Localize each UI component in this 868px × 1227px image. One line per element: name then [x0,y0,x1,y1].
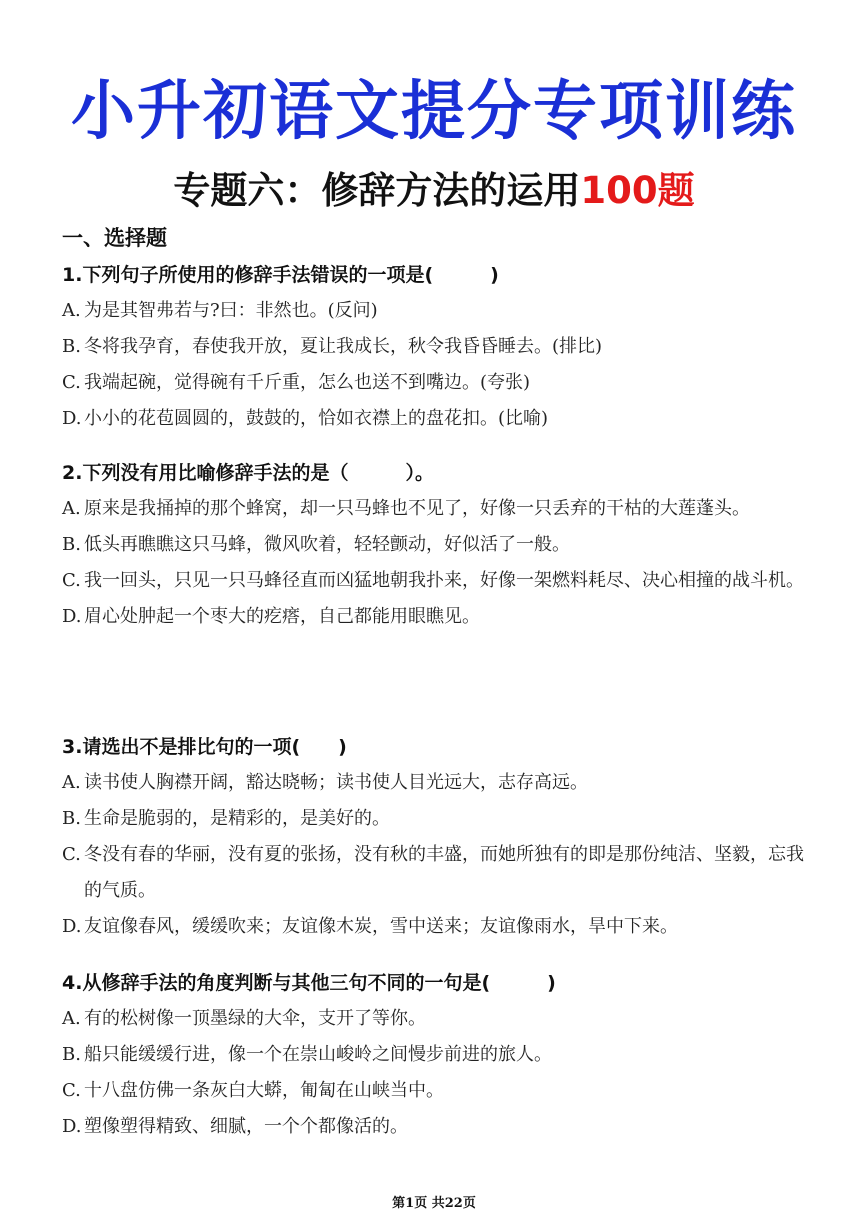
option-letter: D. [62,606,82,627]
option-letter: C. [62,844,81,865]
option-text: 有的松树像一顶墨绿的大伞，支开了等你。 [84,1008,426,1029]
option-letter: B. [62,336,81,357]
option-text: 我端起碗，觉得碗有千斤重，怎么也送不到嘴边。(夸张) [84,372,531,393]
question-stem: 3.请选出不是排比句的一项( ) [62,736,347,758]
option-c [62,563,812,599]
option-d [62,599,812,635]
question-4 [62,965,812,1145]
option-b [62,801,812,837]
option-letter: D. [62,408,82,429]
option-b [62,329,812,365]
option-d [62,1109,812,1145]
option-c [62,1073,812,1109]
option-letter: A. [62,300,81,321]
option-d [62,909,812,945]
option-b [62,527,812,563]
option-text: 船只能缓缓行进，像一个在崇山峻岭之间慢步前进的旅人。 [84,1044,552,1065]
option-text: 十八盘仿佛一条灰白大蟒，匍匐在山峡当中。 [84,1080,444,1101]
section-header: 一、选择题 [62,226,167,250]
question-stem: 2.下列没有用比喻修辞手法的是（ ）。 [62,462,434,484]
option-letter: A. [62,772,81,793]
option-c [62,837,812,909]
option-text: 小小的花苞圆圆的，鼓鼓的，恰如衣襟上的盘花扣。(比喻) [84,408,549,429]
option-text: 冬没有春的华丽，没有夏的张扬，没有秋的丰盛，而她所独有的即是那份纯洁、坚毅，忘我的气质。 [84,844,804,901]
page-title: 小升初语文提分专项训练 [71,75,797,149]
option-b [62,1037,812,1073]
subtitle-main: 专题六：修辞方法的运用 [173,169,581,212]
option-c [62,365,812,401]
question-1 [62,257,812,437]
question-stem: 4.从修辞手法的角度判断与其他三句不同的一句是( ) [62,972,556,994]
page-number: 第1页 共22页 [392,1196,476,1211]
option-letter: C. [62,372,81,393]
option-letter: A. [62,1008,81,1029]
option-letter: C. [62,1080,81,1101]
question-3 [62,729,812,945]
option-letter: D. [62,916,82,937]
option-text: 生命是脆弱的，是精彩的，是美好的。 [84,808,390,829]
option-text: 低头再瞧瞧这只马蜂，微风吹着，轻轻颤动，好似活了一般。 [84,534,570,555]
option-a [62,293,812,329]
option-letter: B. [62,534,81,555]
option-text: 原来是我捅掉的那个蜂窝，却一只马蜂也不见了，好像一只丢弃的干枯的大莲蓬头。 [84,498,750,519]
option-letter: A. [62,498,81,519]
option-text: 读书使人胸襟开阔，豁达晓畅；读书使人目光远大，志存高远。 [84,772,588,793]
option-letter: B. [62,808,81,829]
option-text: 为是其智弗若与?曰：非然也。(反问) [84,300,378,321]
option-letter: B. [62,1044,81,1065]
option-text: 友谊像春风，缓缓吹来；友谊像木炭，雪中送来；友谊像雨水，旱中下来。 [84,916,678,937]
question-stem: 1.下列句子所使用的修辞手法错误的一项是( ) [62,264,499,286]
option-text: 冬将我孕育，春使我开放，夏让我成长，秋令我昏昏睡去。(排比) [84,336,603,357]
subtitle-count: 100题 [580,169,695,212]
option-text: 塑像塑得精致、细腻，一个个都像活的。 [84,1116,408,1137]
option-text: 我一回头，只见一只马蜂径直而凶猛地朝我扑来，好像一架燃料耗尽、决心相撞的战斗机。 [84,570,804,591]
topic-subtitle [0,166,868,216]
option-text: 眉心处肿起一个枣大的疙瘩，自己都能用眼瞧见。 [84,606,480,627]
option-letter: C. [62,570,81,591]
option-letter: D. [62,1116,82,1137]
question-2 [62,455,812,635]
option-d [62,401,812,437]
option-a [62,765,812,801]
option-a [62,1001,812,1037]
option-a [62,491,812,527]
